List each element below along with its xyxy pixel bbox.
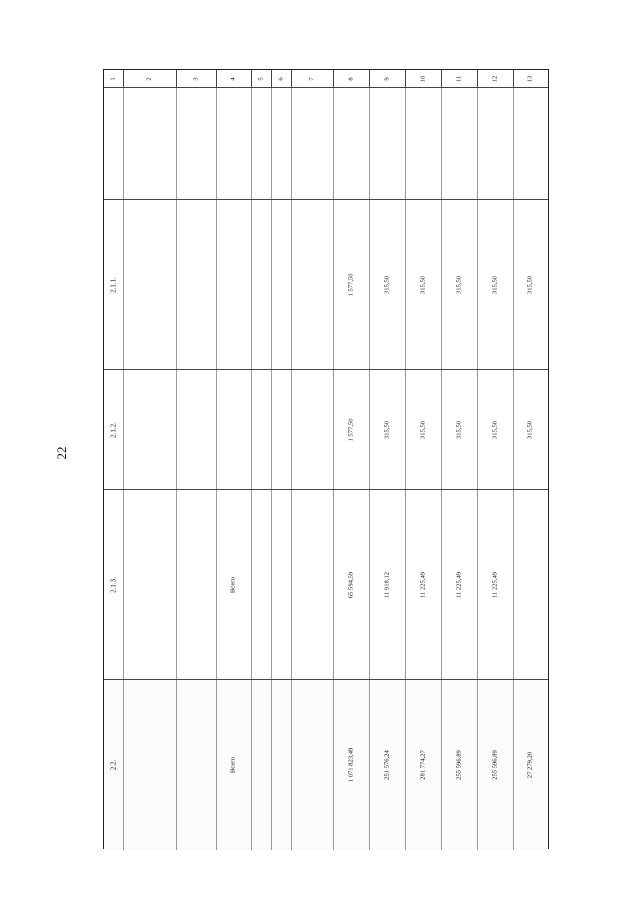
value-cell: 1 577,50	[334, 370, 370, 489]
row-cell	[292, 88, 334, 199]
value-cell	[334, 88, 370, 199]
value-cell: 255 596,89	[442, 680, 478, 850]
row-cell	[124, 680, 177, 850]
table-row	[104, 370, 548, 490]
row-cell	[124, 88, 177, 199]
value-cell: 315,50	[478, 200, 514, 369]
table-row	[104, 490, 548, 680]
row-cell	[177, 370, 217, 489]
row-cell	[252, 88, 272, 199]
row-cell	[217, 88, 252, 199]
value-cell: 315,50	[442, 370, 478, 489]
value-cell	[406, 88, 442, 199]
row-cell	[292, 370, 334, 489]
column-number-4: 4	[217, 70, 252, 87]
row-cell	[177, 680, 217, 850]
value-cell: 251 576,24	[370, 680, 406, 850]
value-cell: 315,50	[442, 200, 478, 369]
row-cell	[177, 490, 217, 679]
row-cell	[292, 680, 334, 850]
row-cell	[217, 200, 252, 369]
column-number-2: 2	[124, 70, 177, 87]
row-cell	[272, 370, 292, 489]
value-cell: 315,50	[370, 200, 406, 369]
row-cell: Всего	[217, 490, 252, 679]
column-number-5: 5	[252, 70, 272, 87]
table-row	[104, 680, 548, 850]
row-cell	[292, 490, 334, 679]
row-cell	[252, 370, 272, 489]
table-column-number-row	[104, 70, 548, 88]
row-cell	[217, 370, 252, 489]
column-number-3: 3	[177, 70, 217, 87]
column-number-1: 1	[104, 70, 124, 87]
row-code: 2.1.3.	[104, 490, 124, 679]
value-cell: 315,50	[370, 370, 406, 489]
table-row	[104, 88, 548, 200]
value-cell: 27 279,20	[526, 751, 534, 779]
column-number-11: 11	[442, 70, 478, 87]
column-number-10: 10	[406, 70, 442, 87]
value-cell: 315,50	[526, 420, 534, 439]
value-cell: 11 225,49	[442, 490, 478, 679]
column-number-9: 9	[370, 70, 406, 87]
column-number-8: 8	[334, 70, 370, 87]
value-cell	[442, 88, 478, 199]
value-cell: 315,50	[526, 275, 534, 294]
value-cell: 11 225,49	[478, 490, 514, 679]
row-code: 2.2.	[104, 680, 124, 850]
value-cell: 1 071 823,49	[334, 680, 370, 850]
column-number-7: 7	[292, 70, 334, 87]
row-cell: Всего	[217, 680, 252, 850]
row-cell	[124, 200, 177, 369]
row-code: 2.1.1.	[104, 200, 124, 369]
value-cell: 255 596,89	[478, 680, 514, 850]
row-cell	[272, 490, 292, 679]
row-cell	[177, 200, 217, 369]
row-cell	[124, 370, 177, 489]
page-number: 22	[54, 446, 69, 460]
value-cell: 1 577,50	[334, 200, 370, 369]
row-cell	[272, 88, 292, 199]
value-cell: 281 774,27	[406, 680, 442, 850]
value-cell: 315,50	[478, 370, 514, 489]
value-cell	[370, 88, 406, 199]
column-number-13: 13	[526, 75, 534, 82]
budget-table	[103, 69, 549, 849]
value-cell: 11 918,12	[370, 490, 406, 679]
row-cell	[252, 200, 272, 369]
row-code	[104, 88, 124, 199]
column-number-12: 12	[478, 70, 514, 87]
row-code: 2.1.2.	[104, 370, 124, 489]
row-cell	[252, 680, 272, 850]
value-cell	[478, 88, 514, 199]
row-cell	[177, 88, 217, 199]
value-cell: 11 225,49	[406, 490, 442, 679]
row-cell	[272, 680, 292, 850]
value-cell: 315,50	[406, 370, 442, 489]
table-row	[104, 200, 548, 370]
row-cell	[124, 490, 177, 679]
value-cell: 315,50	[406, 200, 442, 369]
value-cell	[514, 88, 548, 199]
value-cell: 65 594,59	[334, 490, 370, 679]
row-cell	[272, 200, 292, 369]
row-cell	[252, 490, 272, 679]
value-cell	[514, 490, 548, 679]
column-number-6: 6	[272, 70, 292, 87]
row-cell	[292, 200, 334, 369]
